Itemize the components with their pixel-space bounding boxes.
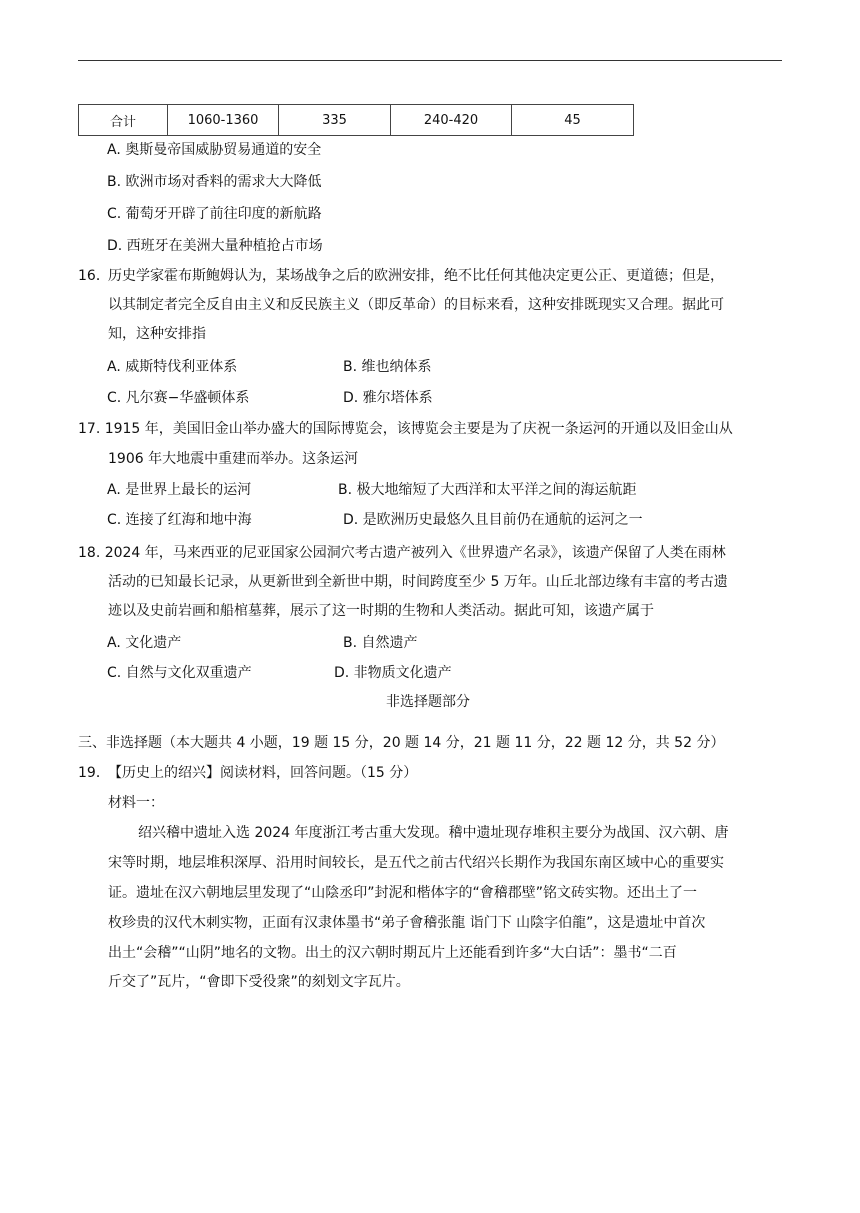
q19-material-line: 证。遗址在汉六朝地层里发现了“山陰丞印”封泥和楷体字的“會稽郡壁”铭文砖实物。还出土了一 [108, 885, 698, 901]
q16-option-c: C. 凡尔赛−华盛顿体系 [107, 390, 250, 406]
q19-title: 【历史上的绍兴】阅读材料，回答问题。（15 分） [108, 765, 418, 781]
q19-material-line: 斤交了”瓦片，“會即下受役衆”的刻划文字瓦片。 [108, 974, 410, 990]
q17-stem-line: 17. 1915 年，美国旧金山举办盛大的国际博览会，该博览会主要是为了庆祝一条运河的开通以及旧金山从 [78, 421, 733, 437]
table-cell: 45 [512, 105, 634, 136]
table-row [79, 105, 634, 136]
q15-option-a: A. 奥斯曼帝国威胁贸易通道的安全 [107, 142, 322, 158]
q19-material-label: 材料一： [108, 795, 164, 811]
q17-option-d: D. 是欧洲历史最悠久且目前仍在通航的运河之一 [343, 512, 643, 528]
q17-stem-line: 1906 年大地震中重建而举办。这条运河 [108, 451, 359, 467]
q18-option-c: C. 自然与文化双重遗产 [107, 665, 252, 681]
q16-option-b: B. 维也纳体系 [343, 359, 432, 375]
q16-option-d: D. 雅尔塔体系 [343, 390, 433, 406]
q19-material-line: 枚珍贵的汉代木刺实物，正面有汉隶体墨书“弟子會稽张龍 诣门下 山陰字伯龍”，这是遗址中首次 [108, 915, 706, 931]
table-cell-total-label: 合计 [79, 105, 168, 136]
q19-material-line: 宋等时期，地层堆积深厚、沿用时间较长，是五代之前古代绍兴长期作为我国东南区域中心的重要实 [108, 855, 724, 871]
table-cell: 1060-1360 [168, 105, 279, 136]
q18-stem-line: 18. 2024 年，马来西亚的尼亚国家公园洞穴考古遗产被列入《世界遗产名录》，该遗产保留了人类在雨林 [78, 545, 726, 561]
q18-option-d: D. 非物质文化遗产 [334, 665, 452, 681]
q17-option-a: A. 是世界上最长的运河 [107, 482, 252, 498]
q15-option-b: B. 欧洲市场对香料的需求大大降低 [107, 174, 322, 190]
q19-material-line: 绍兴稽中遗址入选 2024 年度浙江考古重大发现。稽中遗址现存堆积主要分为战国、汉六朝、唐 [138, 825, 729, 841]
q17-option-b: B. 极大地缩短了大西洋和太平洋之间的海运航距 [338, 482, 637, 498]
section-heading: 三、非选择题（本大题共 4 小题，19 题 15 分，20 题 14 分，21 题 11 分，22 题 12 分，共 52 分） [78, 735, 725, 751]
q18-stem-line: 迹以及史前岩画和船棺墓葬，展示了这一时期的生物和人类活动。据此可知，该遗产属于 [108, 603, 654, 619]
section-title: 非选择题部分 [386, 694, 470, 710]
header-rule [78, 60, 782, 61]
q16-stem-line: 知，这种安排指 [108, 326, 206, 342]
q16-number: 16． [78, 268, 110, 284]
q16-stem-line: 历史学家霍布斯鲍姆认为，某场战争之后的欧洲安排，绝不比任何其他决定更公正、更道德；但是， [108, 268, 724, 284]
table-cell: 240-420 [391, 105, 512, 136]
q19-material-line: 出土“会稽”“山阴”地名的文物。出土的汉六朝时期瓦片上还能看到许多“大白话”：墨书“二百 [108, 945, 677, 961]
q18-option-a: A. 文化遗产 [107, 635, 182, 651]
q18-stem-line: 活动的已知最长记录，从更新世到全新世中期，时间跨度至少 5 万年。山丘北部边缘有丰富的考古遗 [108, 574, 728, 590]
q18-option-b: B. 自然遗产 [343, 635, 418, 651]
q15-option-d: D. 西班牙在美洲大量种植抢占市场 [107, 238, 323, 254]
table-cell: 335 [279, 105, 391, 136]
q19-number: 19． [78, 765, 110, 781]
q17-option-c: C. 连接了红海和地中海 [107, 512, 252, 528]
q16-stem-line: 以其制定者完全反自由主义和反民族主义（即反革命）的目标来看，这种安排既现实又合理。据此可 [108, 297, 724, 313]
q16-option-a: A. 威斯特伐利亚体系 [107, 359, 238, 375]
q15-option-c: C. 葡萄牙开辟了前往印度的新航路 [107, 206, 322, 222]
total-table [78, 104, 634, 136]
